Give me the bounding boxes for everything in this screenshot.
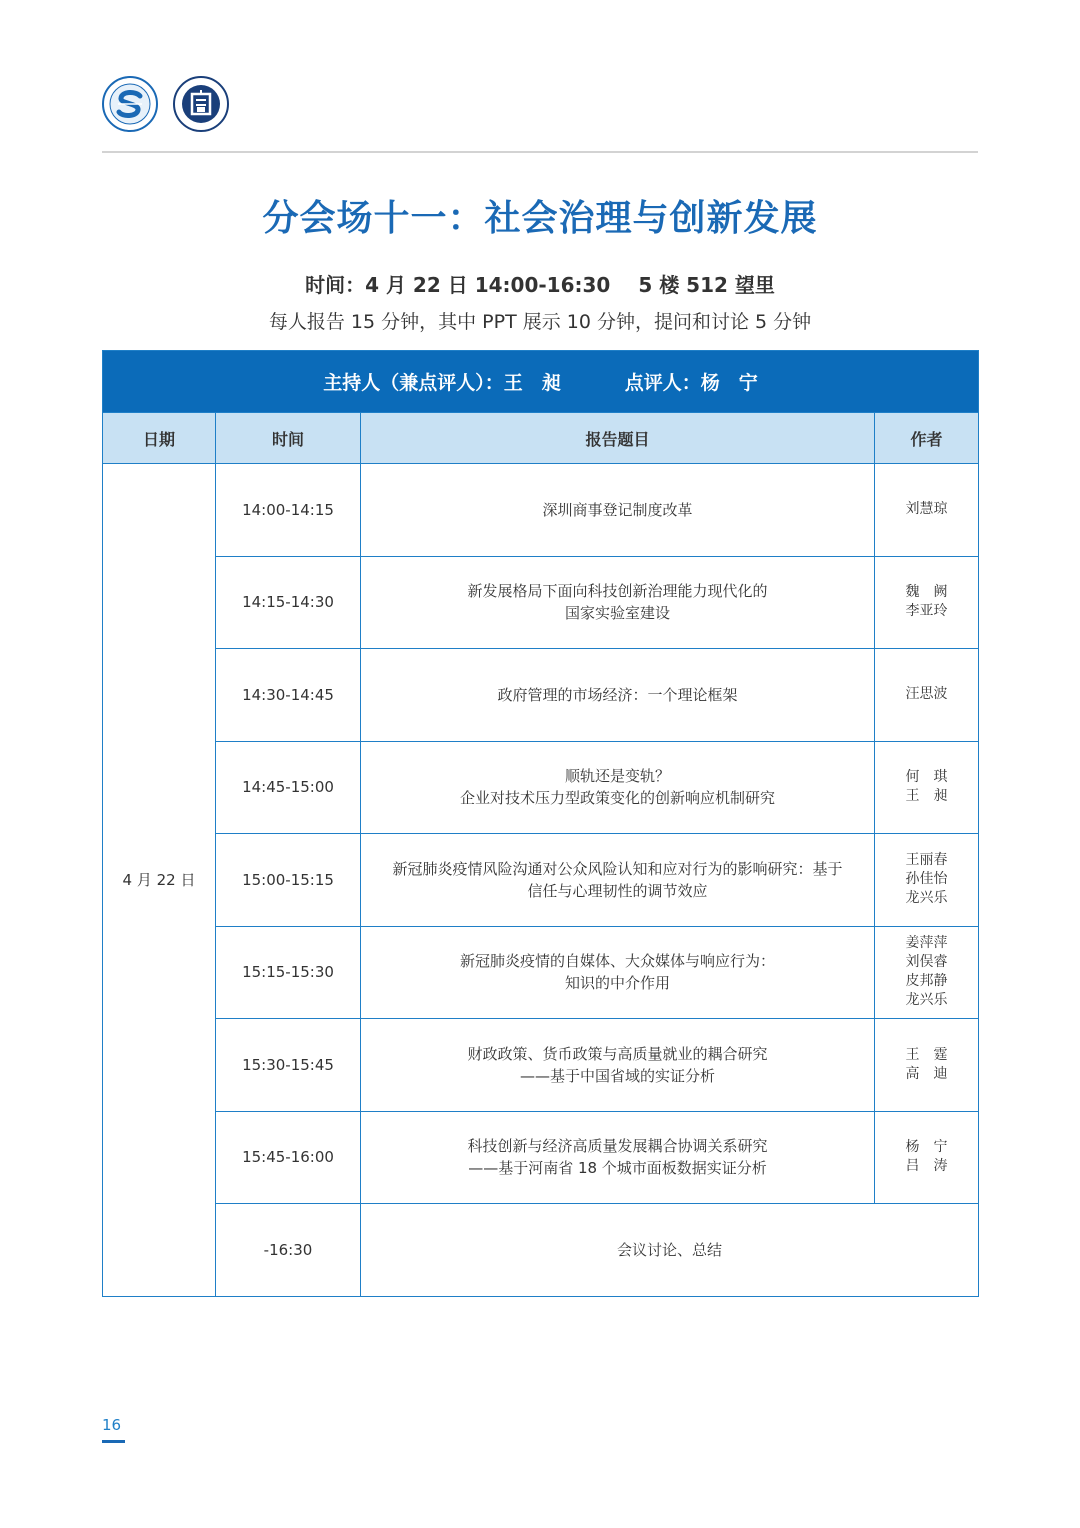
time-cell: 14:30-14:45 — [216, 649, 361, 742]
table-row — [103, 464, 979, 557]
commentator-label: 点评人：杨 宁 — [624, 372, 758, 394]
date-cell: 4 月 22 日 — [103, 464, 216, 1297]
time-cell: 15:00-15:15 — [216, 834, 361, 927]
closing-topic-cell: 会议讨论、总结 — [361, 1204, 979, 1297]
table-row — [103, 1111, 979, 1204]
topic-cell: 顺轨还是变轨？ 企业对技术压力型政策变化的创新响应机制研究 — [361, 741, 875, 834]
topic-cell: 科技创新与经济高质量发展耦合协调关系研究 ——基于河南省 18 个城市面板数据实证分析 — [361, 1111, 875, 1204]
author-cell: 魏 阙 李亚玲 — [875, 556, 979, 649]
society-seal-s-logo — [102, 76, 158, 132]
column-header-topic: 报告题目 — [361, 413, 875, 464]
time-cell: 15:30-15:45 — [216, 1019, 361, 1112]
time-cell: 15:15-15:30 — [216, 926, 361, 1019]
time-cell: 14:15-14:30 — [216, 556, 361, 649]
table-banner — [103, 351, 979, 413]
column-header-time: 时间 — [216, 413, 361, 464]
author-cell: 杨 宁 吕 涛 — [875, 1111, 979, 1204]
table-row — [103, 649, 979, 742]
institute-seal-logo — [173, 76, 229, 132]
page-number: 16 — [102, 1416, 122, 1434]
column-header-author: 作者 — [875, 413, 979, 464]
topic-cell: 深圳商事登记制度改革 — [361, 464, 875, 557]
page-number-underline — [102, 1440, 125, 1443]
host-label: 主持人（兼点评人）：王 昶 — [323, 372, 561, 394]
author-cell: 王丽春 孙佳怡 龙兴乐 — [875, 834, 979, 927]
topic-cell: 财政政策、货币政策与高质量就业的耦合研究 ——基于中国省域的实证分析 — [361, 1019, 875, 1112]
time-cell: 15:45-16:00 — [216, 1111, 361, 1204]
table-row — [103, 741, 979, 834]
time-cell: 14:45-15:00 — [216, 741, 361, 834]
column-header-date: 日期 — [103, 413, 216, 464]
author-cell: 何 琪 王 昶 — [875, 741, 979, 834]
table-row — [103, 556, 979, 649]
session-info — [0, 269, 1080, 298]
session-place: 5 楼 512 望里 — [638, 273, 775, 297]
session-time: 时间：4 月 22 日 14:00-16:30 — [305, 273, 611, 297]
header-divider — [102, 151, 978, 153]
time-cell: 14:00-14:15 — [216, 464, 361, 557]
table-row-closing — [103, 1204, 979, 1297]
author-cell: 刘慧琼 — [875, 464, 979, 557]
topic-cell: 新发展格局下面向科技创新治理能力现代化的 国家实验室建设 — [361, 556, 875, 649]
author-cell: 王 霆 高 迪 — [875, 1019, 979, 1112]
page-title: 分会场十一：社会治理与创新发展 — [262, 198, 818, 239]
author-cell: 汪思波 — [875, 649, 979, 742]
column-header-row — [103, 413, 979, 464]
author-cell: 姜萍萍 刘俣睿 皮邦静 龙兴乐 — [875, 926, 979, 1019]
table-row — [103, 834, 979, 927]
time-cell: -16:30 — [216, 1204, 361, 1297]
topic-cell: 新冠肺炎疫情风险沟通对公众风险认知和应对行为的影响研究：基于 信任与心理韧性的调节效应 — [361, 834, 875, 927]
table-row — [103, 926, 979, 1019]
session-rules: 每人报告 15 分钟，其中 PPT 展示 10 分钟，提问和讨论 5 分钟 — [268, 311, 812, 333]
topic-cell: 新冠肺炎疫情的自媒体、大众媒体与响应行为： 知识的中介作用 — [361, 926, 875, 1019]
table-row — [103, 1019, 979, 1112]
topic-cell: 政府管理的市场经济：一个理论框架 — [361, 649, 875, 742]
schedule-table — [102, 350, 979, 1297]
